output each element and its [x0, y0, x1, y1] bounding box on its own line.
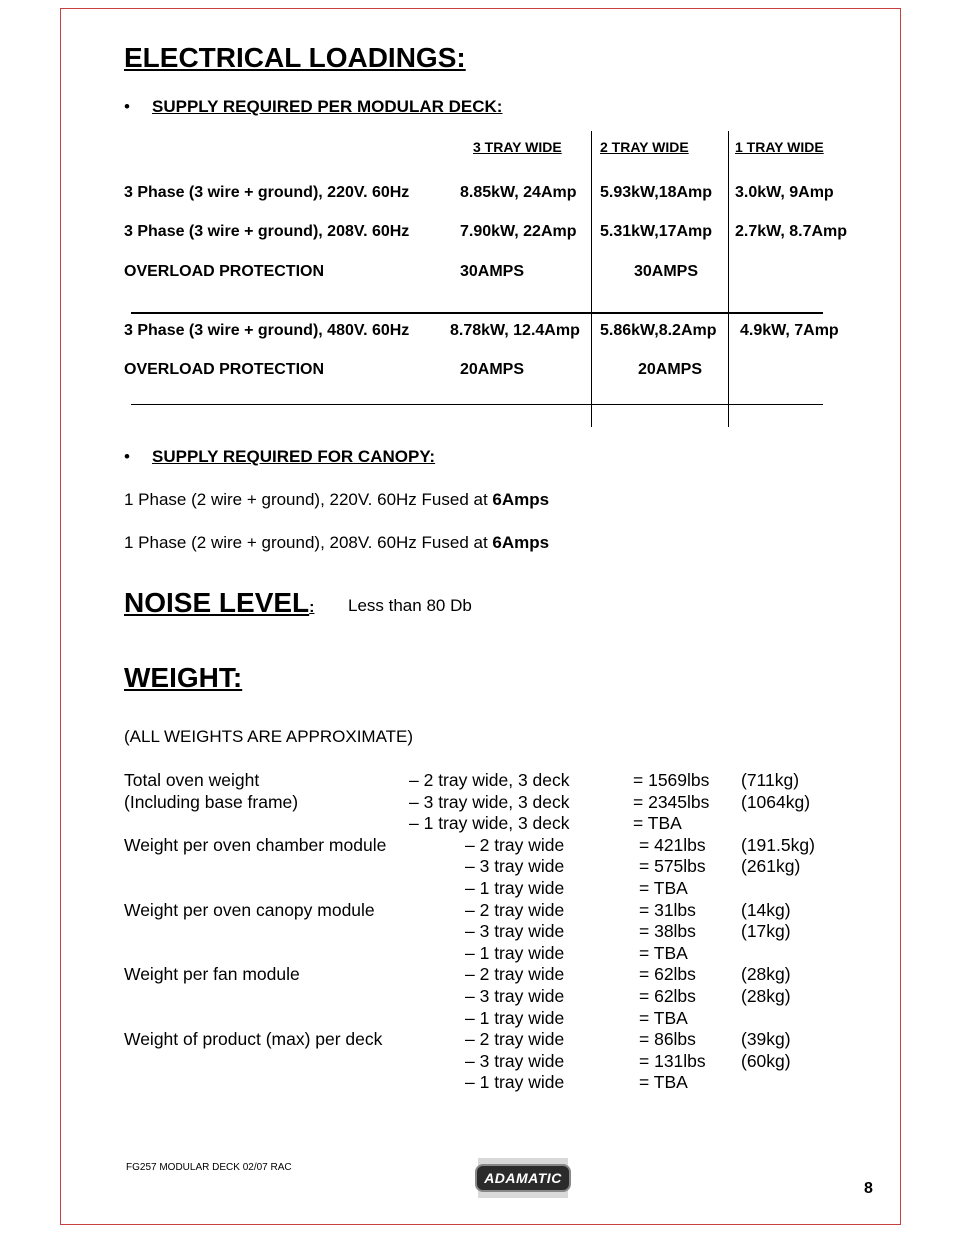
table-row-label: 3 Phase (3 wire + ground), 208V. 60Hz	[124, 223, 410, 240]
weight-value: = 62lbs	[639, 986, 696, 1006]
weight-kg: (261kg)	[741, 856, 801, 877]
weight-desc: – 3 tray wide	[465, 1050, 565, 1071]
electrical-title: ELECTRICAL LOADINGS:	[124, 42, 466, 73]
table-row-label: OVERLOAD PROTECTION	[124, 263, 325, 280]
deck-supply-heading: SUPPLY REQUIRED PER MODULAR DECK:	[152, 97, 503, 116]
table-divider	[728, 131, 729, 427]
weight-desc: – 1 tray wide	[465, 942, 565, 963]
canopy-line-text: 1 Phase (2 wire + ground), 208V. 60Hz Fused at	[124, 533, 493, 552]
noise-title-text: NOISE LEVEL	[124, 587, 310, 618]
weight-desc: – 1 tray wide	[465, 1007, 565, 1028]
table-cell: 30AMPS	[460, 263, 525, 280]
bullet: •	[124, 97, 130, 116]
weight-kg: (711kg)	[741, 770, 800, 790]
weight-value: = TBA	[633, 813, 682, 834]
weight-label: (Including base frame)	[124, 791, 299, 812]
table-cell: 4.9kW, 7Amp	[740, 322, 839, 339]
weight-note: (ALL WEIGHTS ARE APPROXIMATE)	[124, 727, 414, 746]
weight-value: = 38lbs	[639, 921, 696, 942]
weight-value: = 421lbs	[639, 834, 706, 855]
weight-kg: (1064kg)	[741, 791, 811, 812]
table-separator	[131, 312, 823, 314]
weight-desc: – 2 tray wide	[465, 834, 565, 855]
bullet: •	[124, 447, 130, 466]
table-cell: 5.31kW,17Amp	[600, 223, 713, 240]
canopy-line-value: 6Amps	[492, 490, 550, 509]
weight-kg: (60kg)	[741, 1050, 791, 1071]
table-row-label: 3 Phase (3 wire + ground), 220V. 60Hz	[124, 184, 410, 201]
table-cell: 8.85kW, 24Amp	[460, 184, 577, 201]
table-divider	[591, 131, 592, 427]
table-row-label: OVERLOAD PROTECTION	[124, 361, 325, 378]
col-header-1tray: 1 TRAY WIDE	[735, 139, 824, 155]
weight-value: = 31lbs	[639, 899, 696, 920]
page-number: 8	[864, 1180, 873, 1197]
weight-label: Weight per oven canopy module	[124, 899, 375, 920]
weight-desc: – 3 tray wide	[465, 856, 565, 877]
weight-desc: – 2 tray wide	[465, 1029, 565, 1050]
weight-label: Weight per oven chamber module	[124, 834, 387, 855]
table-cell: 7.90kW, 22Amp	[460, 223, 577, 240]
col-header-3tray: 3 TRAY WIDE	[473, 139, 562, 155]
table-cell: 8.78kW, 12.4Amp	[450, 322, 580, 339]
weight-desc: – 1 tray wide	[465, 1072, 565, 1093]
weight-kg: (28kg)	[741, 986, 791, 1006]
table-cell: 20AMPS	[460, 361, 525, 378]
weight-value: = TBA	[639, 1072, 688, 1093]
logo-text: ADAMATIC	[475, 1164, 571, 1192]
weight-label: Total oven weight	[124, 770, 260, 790]
noise-title	[124, 587, 314, 619]
weight-value: = 131lbs	[639, 1050, 706, 1071]
weight-value: = 575lbs	[639, 856, 706, 877]
weight-title: WEIGHT:	[124, 662, 243, 693]
table-cell: 5.86kW,8.2Amp	[600, 322, 717, 339]
canopy-line-text: 1 Phase (2 wire + ground), 220V. 60Hz Fused at	[124, 490, 493, 509]
col-header-2tray: 2 TRAY WIDE	[600, 139, 689, 155]
canopy-line	[124, 533, 549, 553]
weight-value: = TBA	[639, 878, 688, 898]
weight-kg: (39kg)	[741, 1029, 791, 1050]
weight-desc: – 1 tray wide	[465, 878, 565, 898]
weight-kg: (14kg)	[741, 899, 791, 920]
weight-label: Weight of product (max) per deck	[124, 1029, 383, 1050]
weight-kg: (28kg)	[741, 964, 791, 985]
canopy-line	[124, 490, 549, 510]
table-separator	[131, 404, 823, 405]
weight-desc: – 2 tray wide	[465, 964, 565, 985]
weight-value: = 62lbs	[639, 964, 696, 985]
weight-kg: (17kg)	[741, 921, 791, 942]
table-cell: 2.7kW, 8.7Amp	[735, 223, 848, 240]
weight-desc: – 2 tray wide	[465, 899, 565, 920]
weight-value: = 2345lbs	[633, 791, 710, 812]
weight-desc: – 1 tray wide, 3 deck	[409, 813, 570, 834]
weight-value: = TBA	[639, 942, 688, 963]
canopy-supply-heading: SUPPLY REQUIRED FOR CANOPY:	[152, 447, 436, 466]
table-cell: 30AMPS	[634, 263, 699, 280]
weight-label: Weight per fan module	[124, 964, 300, 985]
footer-code: FG257 MODULAR DECK 02/07 RAC	[126, 1162, 292, 1173]
weight-desc: – 3 tray wide	[465, 986, 565, 1006]
weight-desc: – 2 tray wide, 3 deck	[409, 770, 570, 790]
weight-value: = TBA	[639, 1007, 688, 1028]
noise-value: Less than 80 Db	[348, 596, 472, 615]
table-cell: 20AMPS	[638, 361, 703, 378]
weight-value: = 1569lbs	[633, 770, 710, 790]
weight-kg: (191.5kg)	[741, 834, 815, 855]
noise-title-colon: :	[309, 599, 315, 616]
weight-value: = 86lbs	[639, 1029, 696, 1050]
table-row-label: 3 Phase (3 wire + ground), 480V. 60Hz	[124, 322, 410, 339]
canopy-line-value: 6Amps	[492, 533, 550, 552]
adamatic-logo	[478, 1158, 568, 1198]
weight-desc: – 3 tray wide	[465, 921, 565, 942]
table-cell: 3.0kW, 9Amp	[735, 184, 834, 201]
table-cell: 5.93kW,18Amp	[600, 184, 713, 201]
weight-desc: – 3 tray wide, 3 deck	[409, 791, 570, 812]
